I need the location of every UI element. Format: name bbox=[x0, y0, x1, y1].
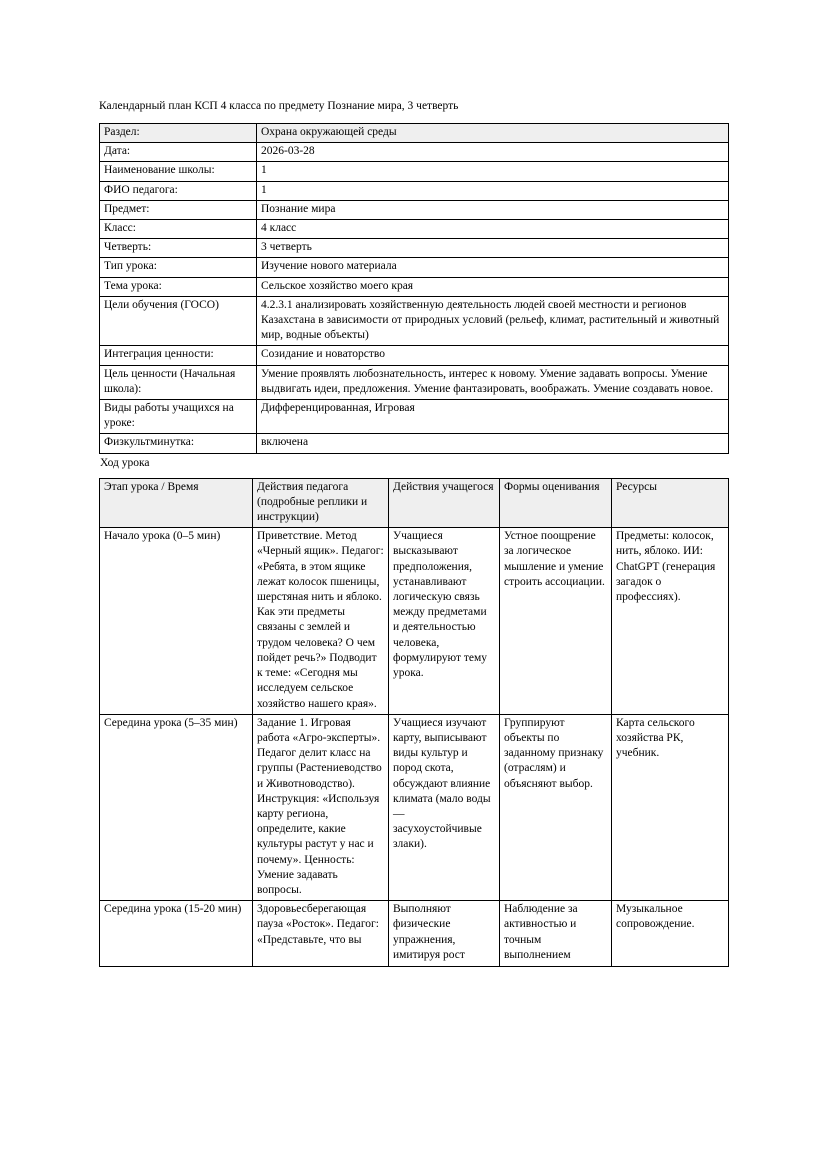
info-row-label: Раздел: bbox=[100, 124, 257, 143]
resources-cell: Предметы: колосок, нить, яблоко. ИИ: ChatGPT (генерация загадок о профессиях). bbox=[612, 528, 729, 714]
info-table-row bbox=[100, 124, 729, 143]
lesson-flow-table bbox=[99, 478, 729, 967]
info-row-value: 3 четверть bbox=[257, 239, 729, 258]
info-table-row bbox=[100, 400, 729, 434]
student-actions-cell: Учащиеся изучают карту, выписывают виды культур и пород скота, обсуждают влияние климата (мало воды — засухоустойчивые злаки). bbox=[389, 714, 500, 900]
info-row-label: Физкультминутка: bbox=[100, 434, 257, 453]
resources-cell: Музыкальное сопровождение. bbox=[612, 901, 729, 967]
info-row-label: Наименование школы: bbox=[100, 162, 257, 181]
info-row-label: Предмет: bbox=[100, 200, 257, 219]
info-row-label: Тип урока: bbox=[100, 258, 257, 277]
teacher-actions-cell: Задание 1. Игровая работа «Агро-эксперты». Педагог делит класс на группы (Растениеводство и Животноводство). Инструкция: «Используя карту региона, определите, какие культуры растут у нас и почему». Ценность: Умение задавать вопросы. bbox=[253, 714, 389, 900]
page-title: Календарный план КСП 4 класса по предмету Познание мира, 3 четверть bbox=[99, 100, 459, 112]
info-table-row bbox=[100, 277, 729, 296]
teacher-actions-cell: Здоровьесберегающая пауза «Росток». Педагог: «Представьте, что вы bbox=[253, 901, 389, 967]
assessment-forms-cell: Группируют объекты по заданному признаку (отраслям) и объясняют выбор. bbox=[500, 714, 612, 900]
info-row-value: Сельское хозяйство моего края bbox=[257, 277, 729, 296]
info-row-label: Цели обучения (ГОСО) bbox=[100, 296, 257, 346]
info-table-row bbox=[100, 162, 729, 181]
info-row-value: 1 bbox=[257, 181, 729, 200]
info-table-row bbox=[100, 434, 729, 453]
info-table-row bbox=[100, 258, 729, 277]
info-row-value: Дифференцированная, Игровая bbox=[257, 400, 729, 434]
lesson-flow-column-header: Этап урока / Время bbox=[100, 478, 253, 528]
lesson-flow-column-header: Действия педагога (подробные реплики и инструкции) bbox=[253, 478, 389, 528]
info-table-row bbox=[100, 346, 729, 365]
info-row-value: 1 bbox=[257, 162, 729, 181]
info-row-value: Познание мира bbox=[257, 200, 729, 219]
assessment-forms-cell: Наблюдение за активностью и точным выполнением bbox=[500, 901, 612, 967]
lesson-stage-cell: Середина урока (15-20 мин) bbox=[100, 901, 253, 967]
info-row-value: Умение проявлять любознательность, интерес к новому. Умение задавать вопросы. Умение выдвигать идеи, предложения. Умение фантазировать, воображать. Умение создавать новое. bbox=[257, 365, 729, 399]
lesson-stage-cell: Начало урока (0–5 мин) bbox=[100, 528, 253, 714]
info-row-label: Тема урока: bbox=[100, 277, 257, 296]
info-table-row bbox=[100, 200, 729, 219]
info-row-value: 4.2.3.1 анализировать хозяйственную деятельность людей своей местности и регионов Казахстана в зависимости от природных условий (рельеф, климат, растительный и животный мир, водные объекты) bbox=[257, 296, 729, 346]
student-actions-cell: Учащиеся высказывают предположения, устанавливают логическую связь между предметами и деятельностью человека, формулируют тему урока. bbox=[389, 528, 500, 714]
info-row-label: Дата: bbox=[100, 143, 257, 162]
lesson-flow-row bbox=[100, 528, 729, 714]
info-table-row bbox=[100, 143, 729, 162]
info-table-row bbox=[100, 296, 729, 346]
info-row-label: Виды работы учащихся на уроке: bbox=[100, 400, 257, 434]
info-table-row bbox=[100, 239, 729, 258]
lesson-flow-column-header: Ресурсы bbox=[612, 478, 729, 528]
assessment-forms-cell: Устное поощрение за логическое мышление и умение строить ассоциации. bbox=[500, 528, 612, 714]
lesson-info-table bbox=[99, 123, 729, 454]
info-row-label: ФИО педагога: bbox=[100, 181, 257, 200]
info-row-label: Цель ценности (Начальная школа): bbox=[100, 365, 257, 399]
info-table-row bbox=[100, 220, 729, 239]
info-row-value: Созидание и новаторство bbox=[257, 346, 729, 365]
lesson-flow-row bbox=[100, 901, 729, 967]
info-row-value: Охрана окружающей среды bbox=[257, 124, 729, 143]
info-row-value: 4 класс bbox=[257, 220, 729, 239]
lesson-stage-cell: Середина урока (5–35 мин) bbox=[100, 714, 253, 900]
teacher-actions-cell: Приветствие. Метод «Черный ящик». Педагог: «Ребята, в этом ящике лежат колосок пшеницы, шерстяная нить и яблоко. Как эти предметы связаны с землей и трудом человека? О чем пойдет речь?» Подводит к теме: «Сегодня мы исследуем сельское хозяйство нашего края». bbox=[253, 528, 389, 714]
info-row-label: Четверть: bbox=[100, 239, 257, 258]
info-row-value: Изучение нового материала bbox=[257, 258, 729, 277]
info-row-value: 2026-03-28 bbox=[257, 143, 729, 162]
resources-cell: Карта сельского хозяйства РК, учебник. bbox=[612, 714, 729, 900]
section-caption-lesson-flow: Ход урока bbox=[100, 456, 150, 469]
lesson-flow-header-row bbox=[100, 478, 729, 528]
lesson-flow-column-header: Формы оценивания bbox=[500, 478, 612, 528]
lesson-flow-table-clip bbox=[99, 478, 735, 967]
lesson-flow-column-header: Действия учащегося bbox=[389, 478, 500, 528]
info-row-label: Интеграция ценности: bbox=[100, 346, 257, 365]
info-row-value: включена bbox=[257, 434, 729, 453]
info-table-row bbox=[100, 181, 729, 200]
info-table-row bbox=[100, 365, 729, 399]
student-actions-cell: Выполняют физические упражнения, имитируя рост bbox=[389, 901, 500, 967]
info-row-label: Класс: bbox=[100, 220, 257, 239]
lesson-flow-row bbox=[100, 714, 729, 900]
